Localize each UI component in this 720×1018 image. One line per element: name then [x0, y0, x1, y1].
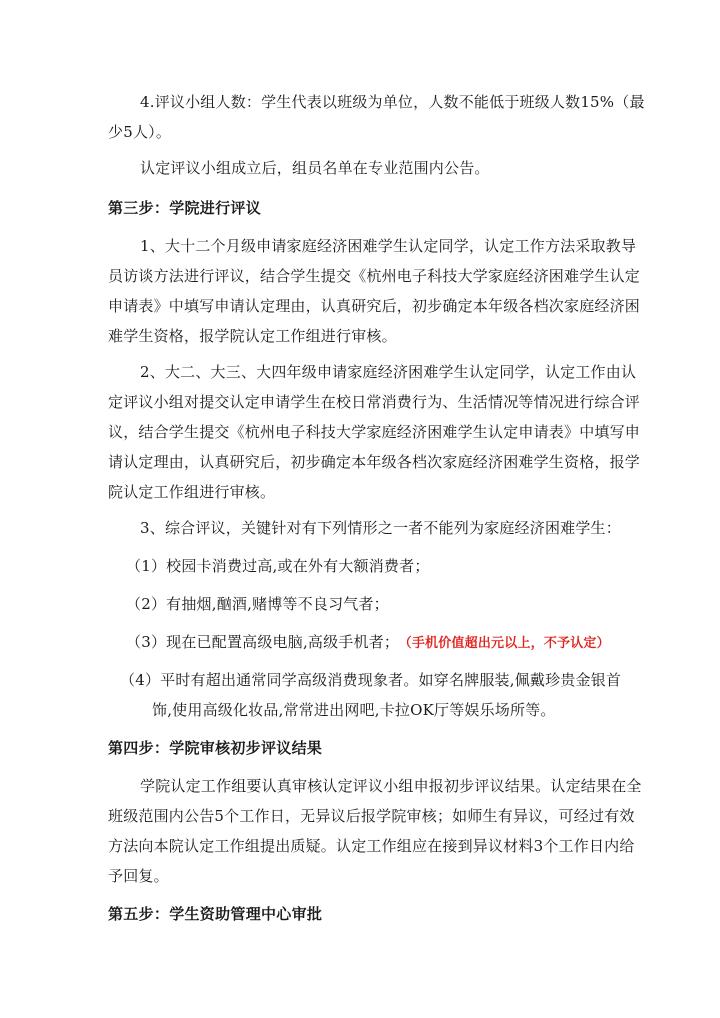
condition-3	[126, 632, 610, 654]
step3-heading: 第三步：学院进行评议	[108, 199, 262, 217]
step3-para2-line1: 2、大二、大三、大四年级申请家庭经济困难学生认定同学，认定工作由认	[140, 363, 637, 381]
condition-2: （2）有抽烟,酗酒,赌博等不良习气者；	[126, 595, 389, 613]
step4-para-line3: 方法向本院认定工作组提出质疑。认定工作组应在接到异议材料3个工作日内给	[108, 837, 635, 855]
condition-4-line1: （4）平时有超出通常同学高级消费现象者。如穿名牌服装,佩戴珍贵金银首	[120, 671, 622, 689]
condition-1: （1）校园卡消费过高,或在外有大额消费者；	[126, 557, 430, 575]
step3-para1-line3: 申请表》中填写申请认定理由，认真研究后，初步确定本年级各档次家庭经济困	[108, 297, 641, 315]
step3-para2-line4: 请认定理由，认真研究后，初步确定本年级各档次家庭经济困难学生资格，报学	[108, 453, 641, 471]
announce-text: 认定评议小组成立后，组员名单在专业范围内公告。	[140, 159, 490, 177]
step5-heading: 第五步：学生资助管理中心审批	[108, 905, 323, 923]
item4-line1: 4.评议小组人数：学生代表以班级为单位，人数不能低于班级人数15%（最	[140, 93, 645, 111]
step3-para1-line4: 难学生资格，报学院认定工作组进行审核。	[108, 327, 397, 345]
step3-para2-line5: 院认定工作组进行审核。	[108, 483, 276, 501]
step3-para2-line2: 定评议小组对提交认定申请学生在校日常消费行为、生活情况等情况进行综合评	[108, 393, 641, 411]
step3-para2-line3: 议，结合学生提交《杭州电子科技大学家庭经济困难学生认定申请表》中填写申	[108, 423, 641, 441]
step3-para1-line2: 员访谈方法进行评议，结合学生提交《杭州电子科技大学家庭经济困难学生认定	[108, 267, 641, 285]
step4-para-line2: 班级范围内公告5个工作日，无异议后报学院审核；如师生有异议，可经过有效	[108, 807, 635, 825]
step3-para3: 3、综合评议，关键针对有下列情形之一者不能列为家庭经济困难学生：	[140, 519, 621, 537]
item4-line2: 少5人）。	[108, 123, 172, 141]
condition-3-text: （3）现在已配置高级电脑,高级手机者；	[126, 633, 400, 651]
step4-heading: 第四步：学院审核初步评议结果	[108, 739, 323, 757]
step3-para1-line1: 1、大十二个月级申请家庭经济困难学生认定同学，认定工作方法采取教导	[140, 237, 637, 255]
condition-4-line2: 饰,使用高级化妆品,常常进出网吧,卡拉OK厅等娱乐场所等。	[152, 701, 556, 719]
step4-para-line4: 予回复。	[108, 867, 169, 885]
step4-para-line1: 学院认定工作组要认真审核认定评议小组申报初步评议结果。认定结果在全	[140, 777, 642, 795]
condition-3-note: （手机价值超出元以上，不予认定）	[405, 636, 610, 651]
